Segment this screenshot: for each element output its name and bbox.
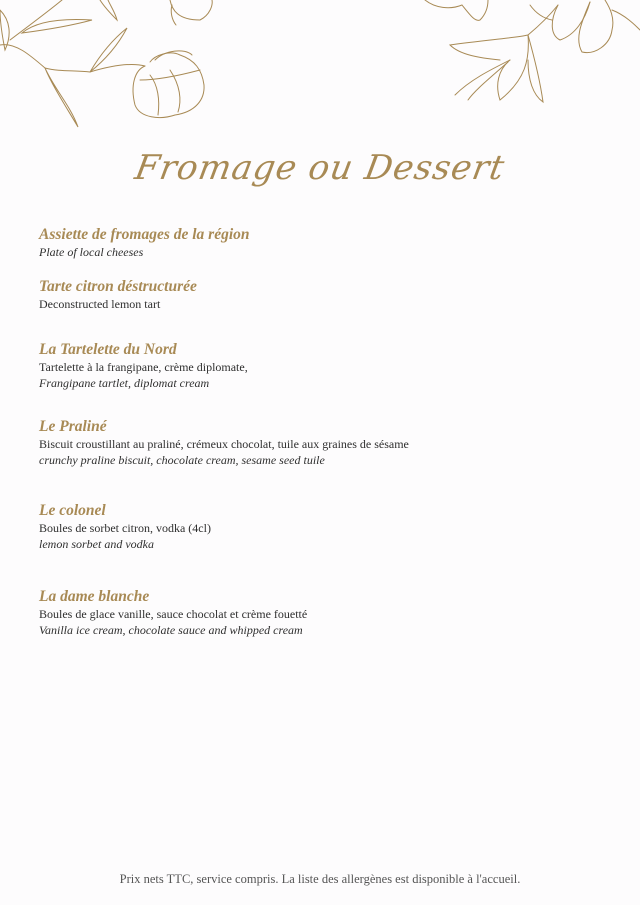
menu-item (39, 341, 619, 391)
menu-item-name: Le colonel (39, 502, 106, 519)
menu-item-name: Tarte citron déstructurée (39, 278, 197, 295)
menu-item-description-en: Frangipane tartlet, diplomat cream (39, 376, 210, 390)
menu-item-name: La Tartelette du Nord (39, 341, 177, 358)
menu-item (39, 226, 619, 260)
menu-item (39, 588, 619, 638)
floral-decoration-right-icon (400, 0, 640, 115)
menu-item-description-fr: Tartelette à la frangipane, crème diplomate, (39, 360, 248, 374)
menu-item-description-en: crunchy praline biscuit, chocolate cream, sesame seed tuile (39, 453, 325, 467)
menu-item-description-en: lemon sorbet and vodka (39, 537, 154, 551)
menu-item (39, 502, 619, 552)
menu-item-name: Le Praliné (39, 418, 107, 435)
menu-item (39, 278, 619, 312)
menu-item-description: Deconstructed lemon tart (39, 297, 161, 311)
floral-decoration-left-icon (0, 0, 330, 135)
menu-item-name: Assiette de fromages de la région (39, 226, 250, 243)
menu-item-description-fr: Boules de sorbet citron, vodka (4cl) (39, 521, 211, 535)
page-title: Fromage ou Dessert (131, 148, 509, 188)
menu-item-description-en: Vanilla ice cream, chocolate sauce and whipped cream (39, 623, 303, 637)
menu-item-description-fr: Biscuit croustillant au praliné, crémeux chocolat, tuile aux graines de sésame (39, 437, 409, 451)
footer-note: Prix nets TTC, service compris. La liste des allergènes est disponible à l'accueil. (119, 872, 521, 886)
menu-item-name: La dame blanche (39, 588, 150, 605)
menu-item-description-fr: Boules de glace vanille, sauce chocolat et crème fouetté (39, 607, 308, 621)
menu-item (39, 418, 619, 468)
menu-item-description: Plate of local cheeses (39, 245, 144, 259)
